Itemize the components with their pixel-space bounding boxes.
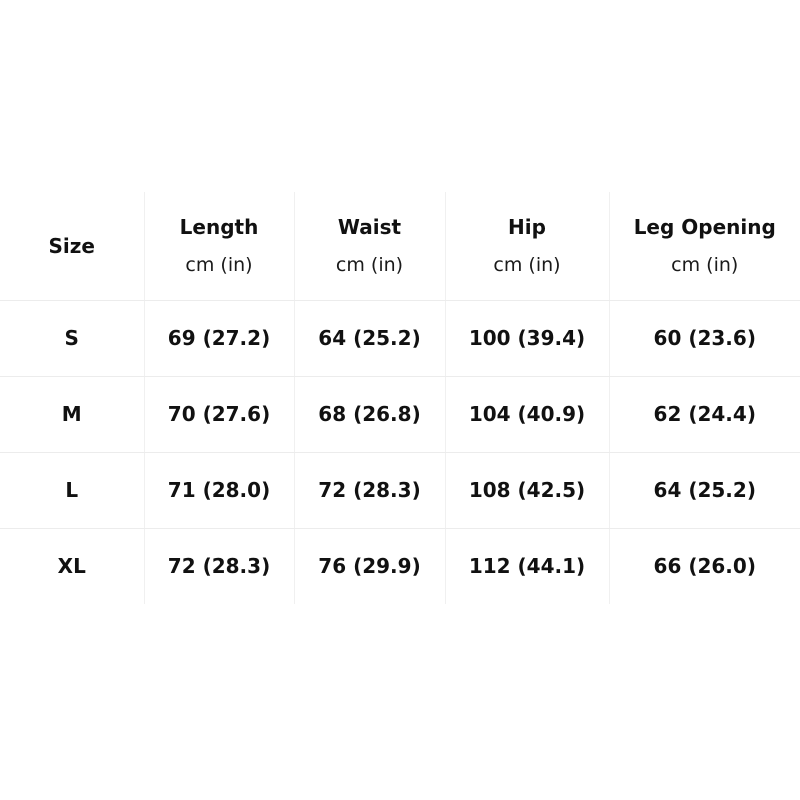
size-chart-table (0, 192, 800, 604)
size-column-header (0, 192, 144, 300)
waist-cell: 72 (28.3) (294, 452, 445, 528)
hip-cell: 104 (40.9) (445, 376, 609, 452)
leg-opening-cell: 62 (24.4) (609, 376, 800, 452)
hip-cell: 100 (39.4) (445, 300, 609, 376)
waist-cell: 76 (29.9) (294, 528, 445, 604)
hip-cell: 108 (42.5) (445, 452, 609, 528)
size-cell: XL (0, 528, 144, 604)
length-cell: 71 (28.0) (144, 452, 294, 528)
column-header-unit: cm (in) (493, 253, 561, 276)
hip-column-header (445, 192, 609, 300)
column-header-label: Waist (337, 214, 402, 239)
header-row (0, 192, 800, 300)
leg-opening-column-header (609, 192, 800, 300)
length-column-header (144, 192, 294, 300)
leg-opening-cell: 64 (25.2) (609, 452, 800, 528)
table-row (0, 376, 800, 452)
size-cell: M (0, 376, 144, 452)
waist-cell: 68 (26.8) (294, 376, 445, 452)
column-header-label: Leg Opening (633, 214, 776, 239)
table-row (0, 528, 800, 604)
waist-cell: 64 (25.2) (294, 300, 445, 376)
length-cell: 69 (27.2) (144, 300, 294, 376)
leg-opening-cell: 66 (26.0) (653, 554, 756, 579)
length-cell: 72 (28.3) (144, 528, 294, 604)
waist-column-header (294, 192, 445, 300)
table-row (0, 300, 800, 376)
length-cell: 70 (27.6) (144, 376, 294, 452)
column-header-label: Hip (508, 214, 546, 239)
size-cell: L (0, 452, 144, 528)
table-row (0, 452, 800, 528)
column-header-label: Length (179, 214, 259, 239)
size-cell: S (0, 300, 144, 376)
column-header-unit: cm (in) (185, 253, 253, 276)
size-header-label: Size (48, 233, 95, 258)
column-header-unit: cm (in) (335, 253, 404, 276)
column-header-unit: cm (in) (671, 253, 739, 276)
leg-opening-cell: 60 (23.6) (609, 300, 800, 376)
hip-cell: 112 (44.1) (445, 528, 609, 604)
